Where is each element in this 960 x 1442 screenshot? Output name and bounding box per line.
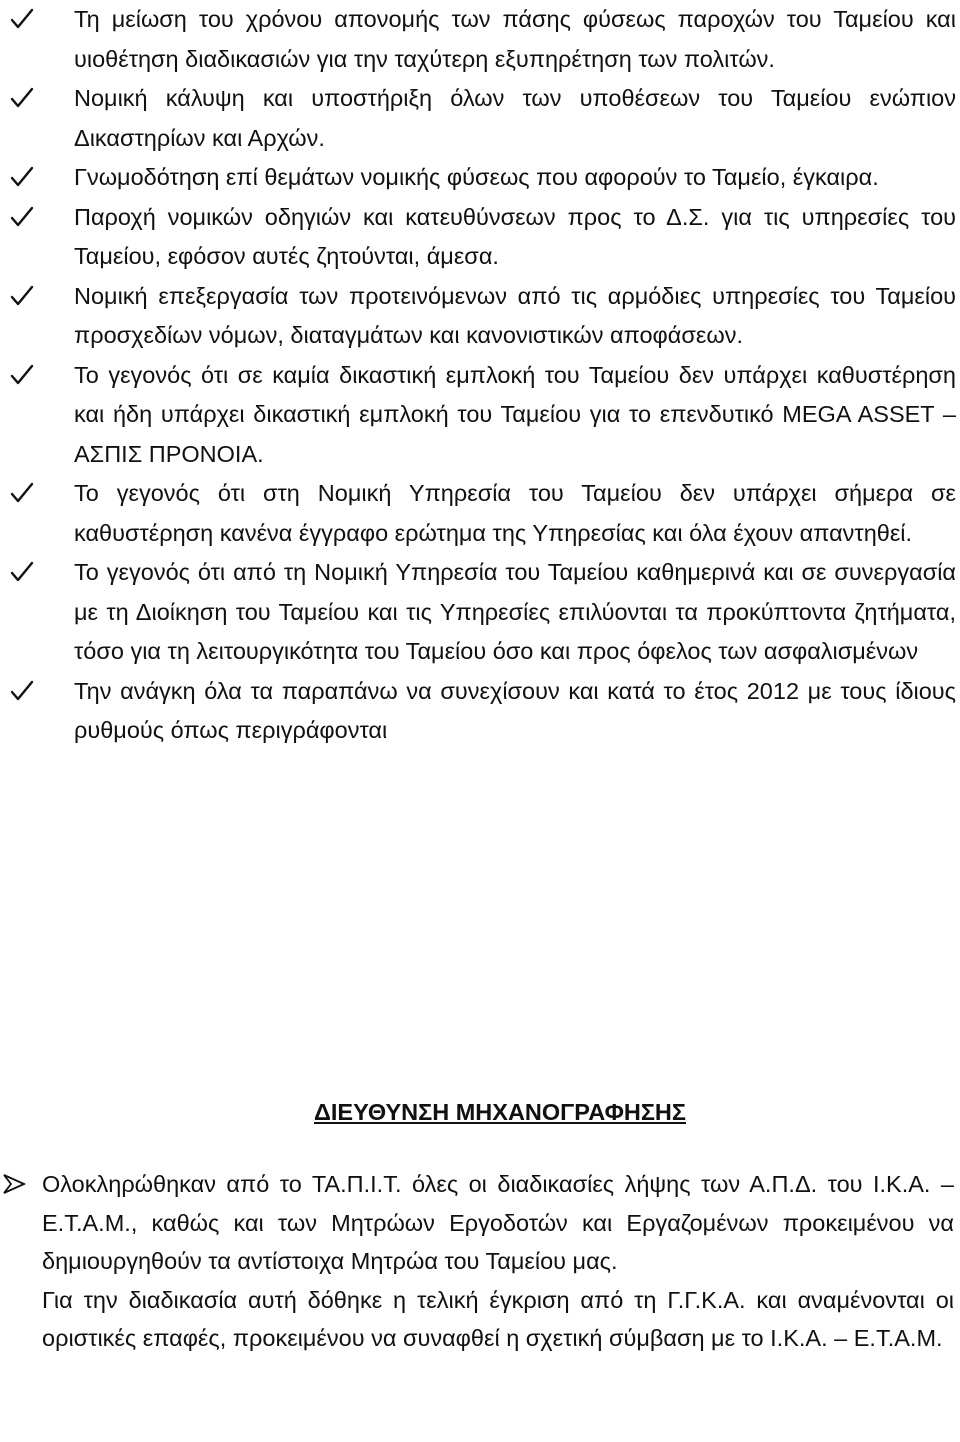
list-item-text: Νομική επεξεργασία των προτεινόμενων από τις αρμόδιες υπηρεσίες του Ταμείου προσχεδίων νόμων, διαταγμάτων και κανονιστικών αποφάσεων. [74,282,956,348]
list-item-text: Νομική κάλυψη και υποστήριξη όλων των υποθέσεων του Ταμείου ενώπιον Δικαστηρίων και Αρχών. [74,85,956,151]
check-mark-icon [10,481,34,505]
list-item [0,158,960,198]
list-item-text: Παροχή νομικών οδηγιών και κατευθύνσεων προς το Δ.Σ. για τις υπηρεσίες του Ταμείου, εφόσον αυτές ζητούνται, άμεσα. [74,203,956,269]
section-heading: ΔΙΕΥΘΥΝΣΗ ΜΗΧΑΝΟΓΡΑΦΗΣΗΣ [313,1099,687,1125]
list-item [0,198,960,277]
arrowhead-bullet-icon [2,1173,26,1195]
check-mark-icon [10,560,34,584]
arrow-list-item [0,1165,960,1281]
list-item-text: Το γεγονός ότι σε καμία δικαστική εμπλοκή του Ταμείου δεν υπάρχει καθυστέρηση και ήδη υπάρχει δικαστική εμπλοκή του Ταμείου για το επενδυτικό MEGA ASSET –ΑΣΠΙΣ ΠΡΟΝΟΙΑ. [74,361,956,467]
list-item [0,553,960,672]
check-mark-icon [10,165,34,189]
list-item-text: Την ανάγκη όλα τα παραπάνω να συνεχίσουν και κατά το έτος 2012 με τους ίδιους ρυθμούς όπως περιγράφονται [74,677,956,743]
list-item-text: Τη μείωση του χρόνου απονομής των πάσης φύσεως παροχών του Ταμείου και υιοθέτηση διαδικασιών για την ταχύτερη εξυπηρέτηση των πολιτών. [74,6,956,72]
list-item-text: Το γεγονός ότι στη Νομική Υπηρεσία του Ταμείου δεν υπάρχει σήμερα σε καθυστέρηση κανένα έγγραφο ερώτημα της Υπηρεσίας και όλα έχουν απαντηθεί. [74,480,956,546]
list-item-text: Γνωμοδότηση επί θεμάτων νομικής φύσεως που αφορούν το Ταμείο, έγκαιρα. [74,164,879,190]
list-item [0,277,960,356]
list-item [0,356,960,475]
check-mark-icon [10,7,34,31]
check-mark-icon [10,363,34,387]
list-item-text: Το γεγονός ότι από τη Νομική Υπηρεσία του Ταμείου καθημερινά και σε συνεργασία με τη Διοίκηση του Ταμείου και τις Υπηρεσίες επιλύονται τα προκύπτοντα ζητήματα, τόσο για τη λειτουργικότητα του Ταμείου όσο και προς όφελος των ασφαλισμένων [74,559,956,664]
continuation-paragraph: Για την διαδικασία αυτή δόθηκε η τελική έγκριση από τη Γ.Γ.Κ.Α. και αναμένονται οι οριστικές επαφές, προκειμένου να συναφθεί η σχετική σύμβαση με το Ι.Κ.Α. – Ε.Τ.Α.Μ. [42,1286,954,1351]
list-item [0,79,960,158]
list-item [0,672,960,751]
check-mark-icon [10,205,34,229]
list-item [0,474,960,553]
list-item [0,0,960,79]
check-mark-icon [10,86,34,110]
arrow-item-text: Ολοκληρώθηκαν από το ΤΑ.Π.Ι.Τ. όλες οι διαδικασίες λήψης των Α.Π.Δ. του Ι.Κ.Α. – Ε.Τ.Α.Μ., καθώς και των Μητρώων Εργοδοτών και Εργαζομένων προκειμένου να δημιουργηθούν τα αντίστοιχα Μητρώα του Ταμείου μας. [42,1171,954,1274]
check-mark-icon [10,679,34,703]
check-mark-icon [10,284,34,308]
section-body [0,1165,960,1358]
